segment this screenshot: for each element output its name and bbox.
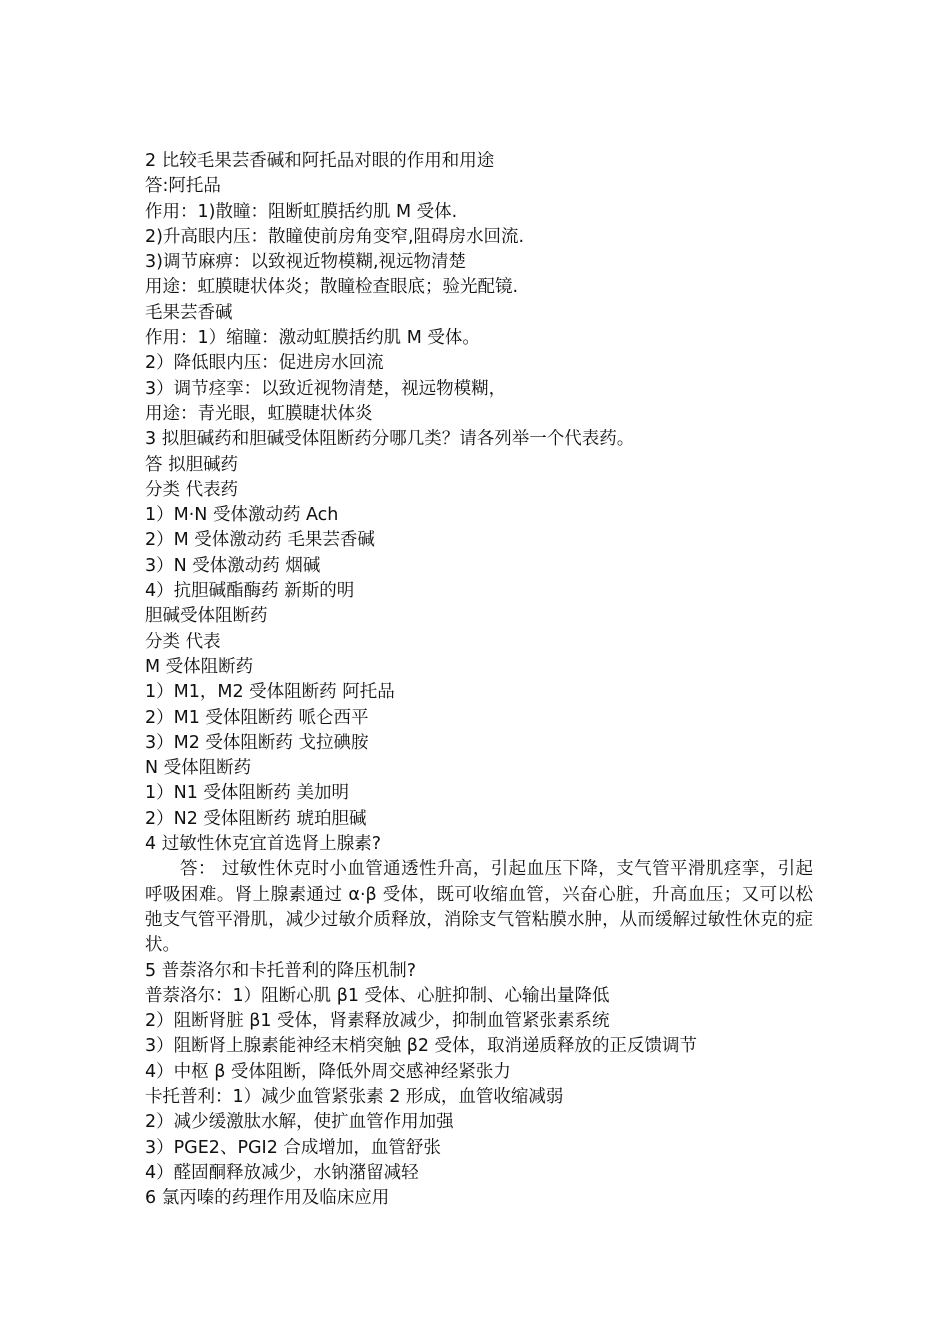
question-4-title: 4 过敏性休克宜首选肾上腺素? [145,834,381,855]
text-line: 用途：青光眼，虹膜睫状体炎 [145,403,373,424]
text-line: 1）M·N 受体激动药 Ach [145,505,339,526]
text-line: 3）M2 受体阻断药 戈拉碘胺 [145,732,369,753]
text-line: 2）减少缓激肽水解，使扩血管作用加强 [145,1112,454,1133]
text-line: 2）阻断肾脏 β1 受体，肾素释放减少，抑制血管紧张素系统 [145,1011,610,1032]
question-6-title: 6 氯丙嗪的药理作用及临床应用 [145,1188,390,1209]
text-line: M 受体阻断药 [145,656,254,677]
text-line: 毛果芸香碱 [145,302,233,323]
text-line: 3）调节痉挛：以致近视物清楚，视远物模糊， [145,378,507,399]
text-line: 1）N1 受体阻断药 美加明 [145,783,349,804]
text-line: 作用：1）缩瞳：激动虹膜括约肌 M 受体。 [145,328,480,349]
text-line: 4）抗胆碱酯酶药 新斯的明 [145,581,355,602]
text-line: 3）N 受体激动药 烟碱 [145,555,321,576]
text-line: 2）降低眼内压：促进房水回流 [145,353,384,374]
text-line: 3）PGE2、PGI2 合成增加，血管舒张 [145,1137,441,1158]
text-line: 胆碱受体阻断药 [145,606,268,627]
text-line: 卡托普利：1）减少血管紧张素 2 形成，血管收缩减弱 [145,1086,564,1107]
text-line: 2）M1 受体阻断药 哌仑西平 [145,707,369,728]
text-line: 2）M 受体激动药 毛果芸香碱 [145,530,375,551]
text-line: 作用：1)散瞳：阻断虹膜括约肌 M 受体. [145,201,458,222]
text-line: 普萘洛尔：1）阻断心肌 β1 受体、心脏抑制、心输出量降低 [145,985,610,1006]
text-line: 1）M1，M2 受体阻断药 阿托品 [145,682,395,703]
question-3-title: 3 拟胆碱药和胆碱受体阻断药分哪几类？请各列举一个代表药。 [145,429,635,450]
text-line: 答:阿托品 [145,176,221,197]
text-line: 3）阻断肾上腺素能神经末梢突触 β2 受体，取消递质释放的正反馈调节 [145,1036,698,1057]
text-line: 2）N2 受体阻断药 琥珀胆碱 [145,808,367,829]
text-line: 分类 代表药 [145,479,239,500]
text-line: 4）中枢 β 受体阻断，降低外周交感神经紧张力 [145,1061,511,1082]
question-5-title: 5 普萘洛尔和卡托普利的降压机制? [145,960,416,981]
text-line: 2)升高眼内压：散瞳使前房角变窄,阻碍房水回流. [145,226,525,247]
document-page [145,149,815,1211]
text-line: 4）醛固酮释放减少，水钠潴留减轻 [145,1162,419,1183]
text-line: 分类 代表 [145,631,221,652]
question-2-title: 2 比较毛果芸香碱和阿托品对眼的作用和用途 [145,151,495,171]
answer-4-paragraph: 答： 过敏性休克时小血管通透性升高，引起血压下降，支气管平滑肌痉挛，引起呼吸困难。肾上腺素通过 α·β 受体，既可收缩血管，兴奋心脏，升高血压；又可以松弛支气管平滑肌，减少过敏介质释放，消除支气管粘膜水肿，从而缓解过敏性休克的症状。 [145,859,813,956]
text-line: N 受体阻断药 [145,758,252,779]
text-line: 答 拟胆碱药 [145,454,239,475]
text-line: 用途：虹膜睫状体炎；散瞳检查眼底；验光配镜. [145,277,519,298]
text-line: 3)调节麻痹：以致视近物模糊,视远物清楚 [145,252,467,273]
